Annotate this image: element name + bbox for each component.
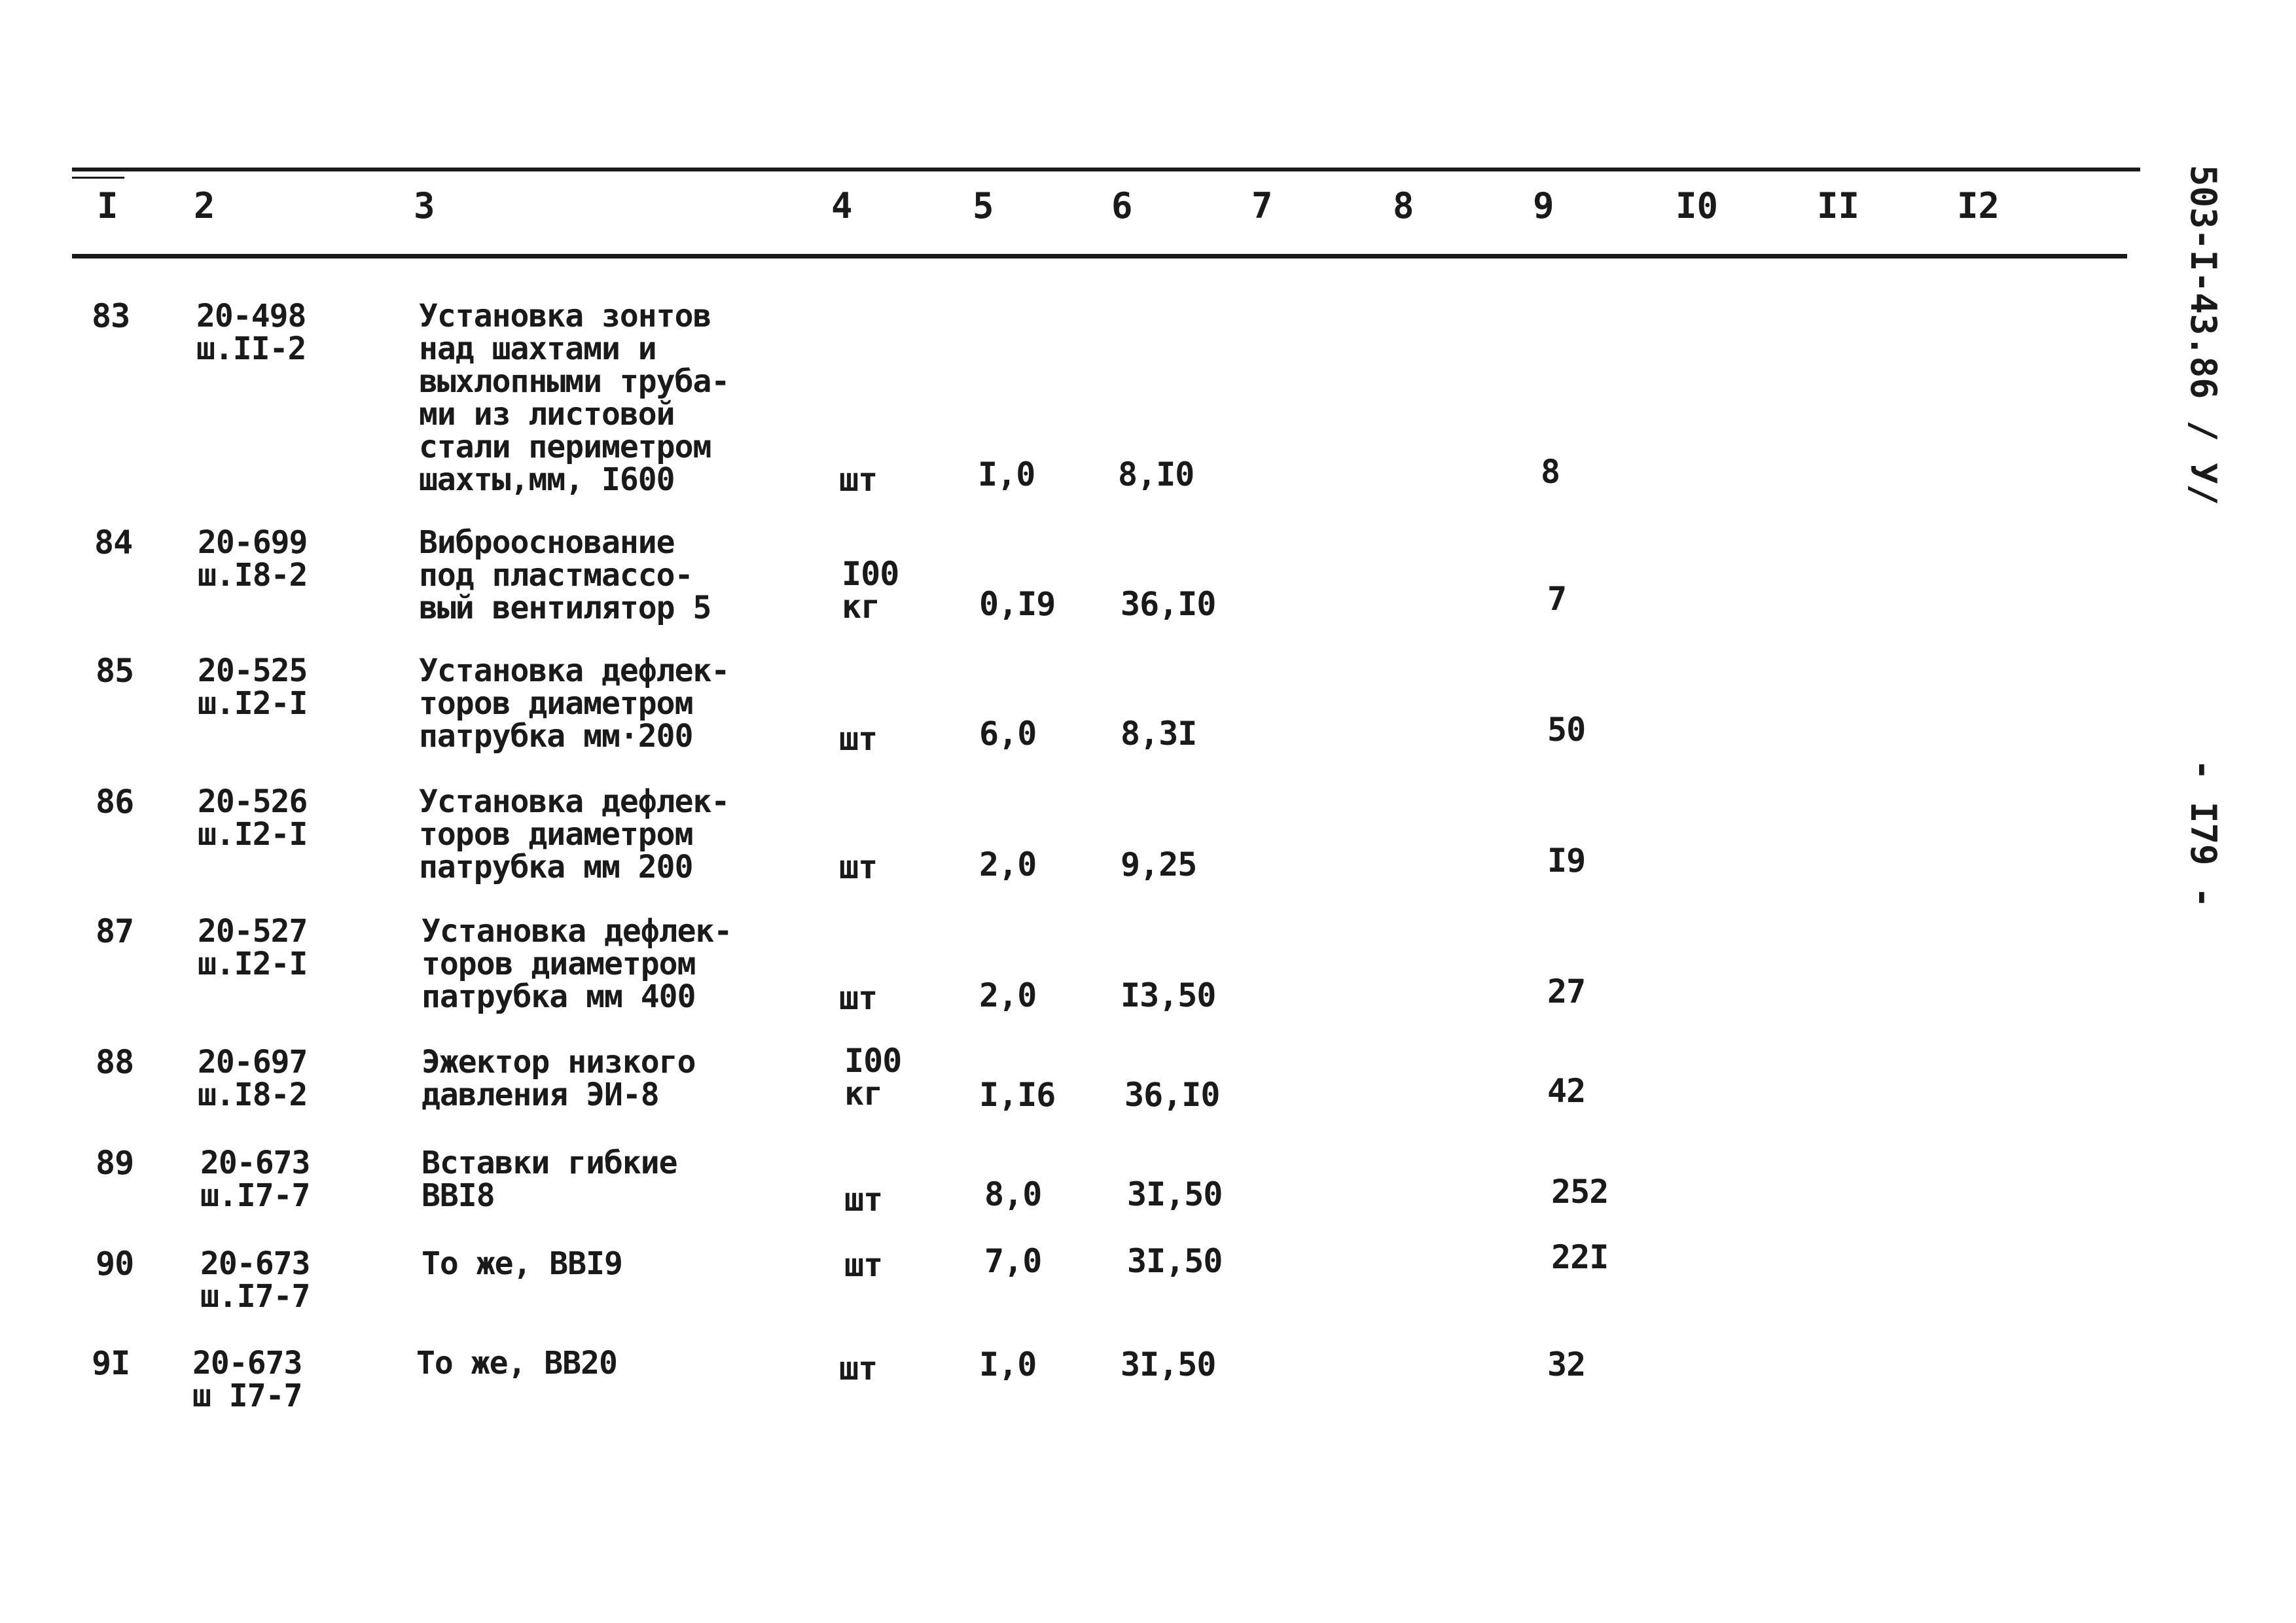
row-description: Вставки гибкие ВВI8 <box>422 1145 677 1214</box>
header-rule <box>72 254 2127 259</box>
col-header-5: 5 <box>973 185 994 226</box>
col-header-12: I2 <box>1957 185 2000 226</box>
col-header-6: 6 <box>1111 185 1133 226</box>
row-description: Установка дефлек- торов диаметром патрубка мм 200 <box>419 783 730 885</box>
row-code: 20-673 <box>192 1345 302 1382</box>
row-unit: шт <box>839 1349 878 1387</box>
row-total: 27 <box>1547 972 1586 1010</box>
row-quantity: 0,I9 <box>979 585 1056 623</box>
row-unit: I00 кг <box>842 555 899 626</box>
row-description: Эжектор низкого давления ЭИ-8 <box>422 1044 696 1113</box>
row-number: 84 <box>94 524 133 562</box>
row-price: 3I,50 <box>1127 1175 1223 1213</box>
row-unit: I00 кг <box>844 1042 902 1113</box>
row-total: 50 <box>1547 711 1586 749</box>
row-quantity: I,0 <box>979 1346 1037 1383</box>
row-total: 252 <box>1551 1173 1609 1211</box>
row-price: 8,3I <box>1121 715 1197 753</box>
col-header-2: 2 <box>194 185 215 226</box>
row-total: 32 <box>1547 1346 1586 1383</box>
row-quantity: 2,0 <box>979 846 1037 883</box>
row-description: То же, ВВI9 <box>422 1245 622 1282</box>
row-description: Установка зонтов над шахтами и выхлопными труба- ми из листовой стали периметром шахты,мм, I600 <box>419 298 730 498</box>
col-header-7: 7 <box>1251 185 1273 226</box>
row-code: 20-498 <box>196 298 306 334</box>
document-code: 503-I-43.86 / У/ <box>2183 165 2224 506</box>
col-header-3: 3 <box>414 185 435 226</box>
row-code-sheet: ш.I2-I <box>198 946 308 982</box>
row-number: 89 <box>96 1144 134 1182</box>
row-price: 3I,50 <box>1121 1346 1216 1383</box>
row-price: 8,I0 <box>1118 455 1194 493</box>
row-code: 20-527 <box>198 913 308 950</box>
row-code-sheet: ш.I8-2 <box>198 1077 308 1113</box>
col-header-4: 4 <box>831 185 853 226</box>
row-total: 22I <box>1551 1238 1609 1276</box>
top-rule-left <box>72 177 124 179</box>
row-code-sheet: ш.I2-I <box>198 816 308 853</box>
row-quantity: 7,0 <box>984 1242 1042 1280</box>
row-number: 90 <box>96 1245 134 1283</box>
row-quantity: 2,0 <box>979 976 1037 1014</box>
col-header-9: 9 <box>1533 185 1554 226</box>
row-number: 86 <box>96 783 134 821</box>
row-unit: шт <box>839 979 878 1017</box>
row-code: 20-526 <box>198 783 308 820</box>
col-header-10: I0 <box>1676 185 1719 226</box>
row-description: Установка дефлек- торов диаметром патрубка мм 400 <box>422 913 732 1015</box>
row-code-sheet: ш.II-2 <box>196 330 306 367</box>
row-code: 20-673 <box>200 1245 310 1282</box>
row-number: 88 <box>96 1043 134 1081</box>
row-code-sheet: ш.I7-7 <box>200 1177 310 1214</box>
row-code: 20-699 <box>198 524 308 561</box>
row-unit: шт <box>844 1246 883 1284</box>
top-rule <box>72 168 2140 171</box>
row-unit: шт <box>844 1181 883 1219</box>
row-unit: шт <box>839 461 878 499</box>
row-number: 85 <box>96 652 134 690</box>
row-quantity: 8,0 <box>984 1175 1042 1213</box>
row-price: 36,I0 <box>1124 1076 1220 1114</box>
row-code: 20-525 <box>198 652 308 689</box>
row-total: 7 <box>1547 580 1567 618</box>
row-code-sheet: ш.I7-7 <box>200 1278 310 1315</box>
row-quantity: I,0 <box>978 455 1035 493</box>
col-header-1: I <box>97 185 118 226</box>
row-description: То же, ВВ20 <box>416 1345 617 1382</box>
row-number: 9I <box>92 1344 130 1382</box>
row-price: I3,50 <box>1121 976 1216 1014</box>
row-code-sheet: ш.I8-2 <box>198 557 308 594</box>
col-header-11: II <box>1817 185 1860 226</box>
row-total: 42 <box>1547 1072 1586 1110</box>
row-code: 20-673 <box>200 1145 310 1181</box>
row-total: 8 <box>1541 453 1560 491</box>
row-code: 20-697 <box>198 1044 308 1080</box>
row-number: 83 <box>92 297 130 335</box>
row-number: 87 <box>96 912 134 950</box>
row-unit: шт <box>839 720 878 758</box>
row-price: 36,I0 <box>1121 585 1216 623</box>
col-header-8: 8 <box>1393 185 1414 226</box>
row-price: 3I,50 <box>1127 1242 1223 1280</box>
row-price: 9,25 <box>1121 846 1197 883</box>
row-code-sheet: ш.I2-I <box>198 685 308 722</box>
page-number: - I79 - <box>2183 759 2224 908</box>
row-description: Установка дефлек- торов диаметром патрубка мм·200 <box>419 652 730 755</box>
row-total: I9 <box>1547 842 1586 880</box>
row-quantity: I,I6 <box>979 1076 1056 1114</box>
row-description: Виброоснование под пластмассо- вый вентилятор 5 <box>419 524 711 626</box>
row-quantity: 6,0 <box>979 715 1037 753</box>
row-unit: шт <box>839 848 878 886</box>
row-code-sheet: ш I7-7 <box>192 1378 302 1414</box>
